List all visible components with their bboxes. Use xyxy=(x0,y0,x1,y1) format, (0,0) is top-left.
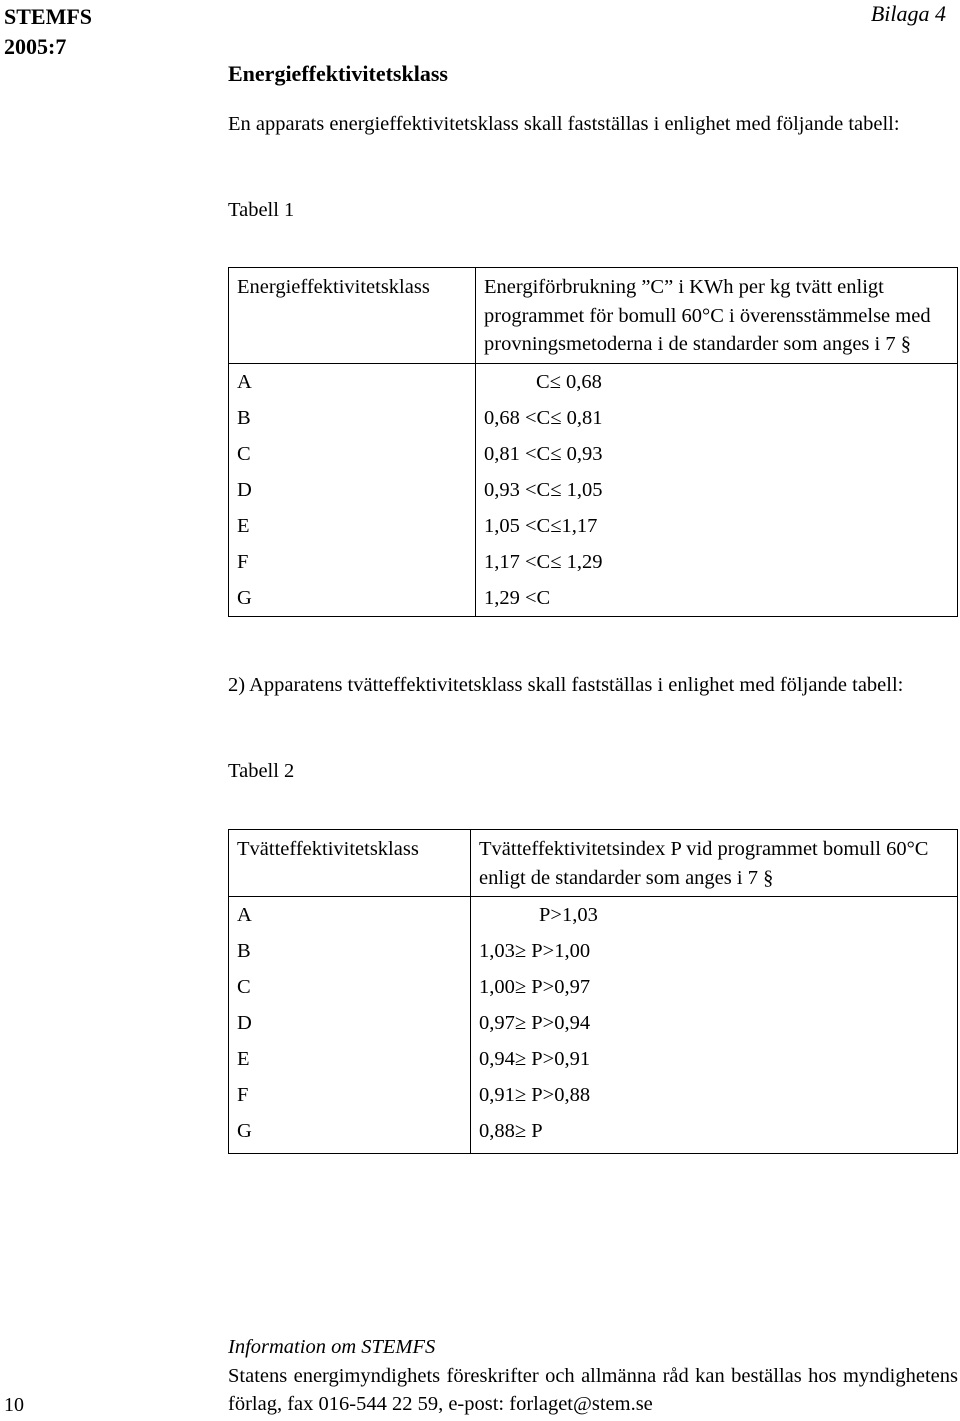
table-header-cell: Tvätteffektivitetsklass xyxy=(229,830,471,897)
class-cell: C xyxy=(229,436,476,472)
value-cell: 0,68 <C≤ 0,81 xyxy=(476,400,958,436)
class-cell: B xyxy=(229,933,471,969)
class-cell: E xyxy=(229,1041,471,1077)
series-name: STEMFS xyxy=(4,4,93,29)
value-cell: 1,29 <C xyxy=(476,580,958,617)
table-row xyxy=(229,544,958,580)
class-cell: G xyxy=(229,1113,471,1154)
table-header-cell: Energiförbrukning ”C” i KWh per kg tvätt enligt programmet för bomull 60°C i överensstämmelse med provningsmetoderna i de standarder som anges i 7 § xyxy=(476,268,958,364)
table2-caption: Tabell 2 xyxy=(228,760,295,782)
table-row xyxy=(229,897,958,934)
series-label xyxy=(4,2,92,62)
value-cell: 0,94≥ P>0,91 xyxy=(471,1041,958,1077)
table-row xyxy=(229,436,958,472)
class-cell: D xyxy=(229,1005,471,1041)
wash-class-table xyxy=(228,829,958,1154)
footer-info-text: Statens energimyndighets föreskrifter och allmänna råd kan beställas hos myndighetens förlag, fax 016-544 22 59, e-post: forlaget@stem.se xyxy=(228,1365,958,1415)
value-cell: 1,17 <C≤ 1,29 xyxy=(476,544,958,580)
value-cell: 1,00≥ P>0,97 xyxy=(471,969,958,1005)
intro-paragraph: En apparats energieffektivitetsklass skall fastställas i enlighet med följande tabell: xyxy=(228,113,900,135)
table-row xyxy=(229,1113,958,1154)
table-row xyxy=(229,400,958,436)
table-header-row xyxy=(229,830,958,897)
table-row xyxy=(229,1041,958,1077)
class-cell: A xyxy=(229,897,471,934)
class-cell: B xyxy=(229,400,476,436)
table-header-cell: Energieffektivitetsklass xyxy=(229,268,476,364)
table-row xyxy=(229,508,958,544)
class-cell: E xyxy=(229,508,476,544)
table-row xyxy=(229,580,958,617)
class-cell: C xyxy=(229,969,471,1005)
value-cell: C≤ 0,68 xyxy=(476,363,958,400)
table1-caption: Tabell 1 xyxy=(228,199,295,221)
table-header-row xyxy=(229,268,958,364)
value-cell: P>1,03 xyxy=(471,897,958,934)
class-cell: F xyxy=(229,544,476,580)
section-title: Energieffektivitetsklass xyxy=(228,61,448,86)
table-row xyxy=(229,472,958,508)
attachment-label: Bilaga 4 xyxy=(870,1,946,26)
energy-class-table xyxy=(228,267,958,617)
table-row xyxy=(229,969,958,1005)
table-row xyxy=(229,363,958,400)
class-cell: D xyxy=(229,472,476,508)
table-header-cell: Tvätteffektivitetsindex P vid programmet bomull 60°C enligt de standarder som anges i 7 § xyxy=(471,830,958,897)
table-row xyxy=(229,1077,958,1113)
value-cell: 0,91≥ P>0,88 xyxy=(471,1077,958,1113)
class-cell: G xyxy=(229,580,476,617)
value-cell: 0,88≥ P xyxy=(471,1113,958,1154)
class-cell: F xyxy=(229,1077,471,1113)
class-cell: A xyxy=(229,363,476,400)
table-row xyxy=(229,1005,958,1041)
value-cell: 0,97≥ P>0,94 xyxy=(471,1005,958,1041)
value-cell: 0,93 <C≤ 1,05 xyxy=(476,472,958,508)
series-number: 2005:7 xyxy=(4,34,67,59)
footer-info-title: Information om STEMFS xyxy=(228,1336,436,1358)
value-cell: 1,05 <C≤1,17 xyxy=(476,508,958,544)
value-cell: 0,81 <C≤ 0,93 xyxy=(476,436,958,472)
table-row xyxy=(229,933,958,969)
page-number: 10 xyxy=(4,1394,24,1416)
section2-paragraph: 2) Apparatens tvätteffektivitetsklass skall fastställas i enlighet med följande tabell: xyxy=(228,674,904,696)
value-cell: 1,03≥ P>1,00 xyxy=(471,933,958,969)
